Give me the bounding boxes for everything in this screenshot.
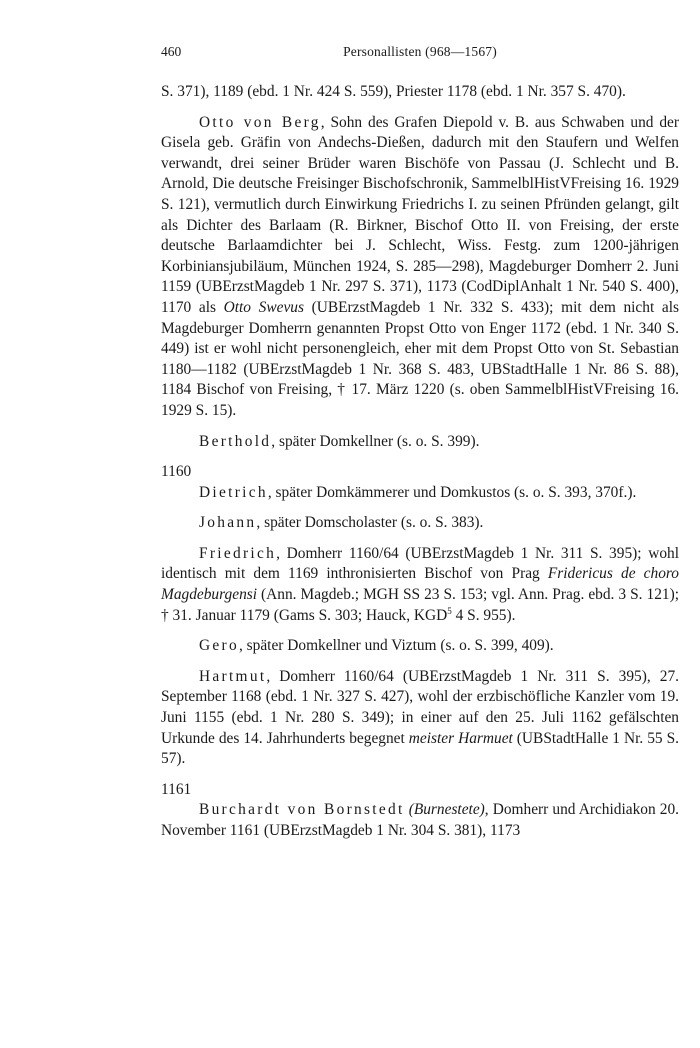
entry-dietrich: Dietrich, später Domkämmerer und Domkustos (s. o. S. 393, 370f.). [199,483,637,501]
entry-name: Friedrich [199,544,277,562]
entry-hartmut: Hartmut, Domherr 1160/64 (UBErzstMagdeb 1 Nr. 311 S. 395), 27. September 1168 (ebd. 1 Nr. 327 S. 427), wohl der erzbischöfliche Kanzler vom 19. Juni 1155 (ebd. 1 Nr. 280 S. 349); in einer auf den 25. Juli 1162 gefälschten Urkunde des 14. Jahrhunderts begegnet meister Harmuet (UBStadtHalle 1 Nr. 55 S. 57). [161,667,679,768]
entry-johann: Johann, später Domscholaster (s. o. S. 383). [199,514,484,532]
entry-name: Berthold [199,432,272,450]
entry-name: Dietrich [199,483,268,501]
page-body [161,82,679,842]
entry-name: Hartmut [199,667,267,685]
running-title: Personallisten (968—1567) [343,44,497,59]
year-heading-1160: 1160 [161,463,192,481]
entry-otto-von-berg: Otto von Berg, Sohn des Grafen Diepold v. B. aus Schwaben und der Gisela geb. Gräfin von Andechs-Dießen, dadurch mit den Staufern und Welfen verwandt, drei seiner Brüder waren Bischöfe von Passau (J. Schlecht und B. Arnold, Die deutsche Freisinger Bischofschronik, SammelblHistVFreising 16. 1929 S. 121), vermutlich durch Einwirkung Friedrichs I. zu seinen Pfründen gelangt, gilt als Dichter des Barlaam (R. Birkner, Bischof Otto II. von Freising, der erste deutsche Barlaamdichter bei J. Schlecht, Wiss. Festg. zum 1200-jährigen Korbiniansjubiläum, München 1924, S. 285—298), Magdeburger Domherr 2. Juni 1159 (UBErzstMagdeb 1 Nr. 297 S. 371), 1173 (CodDiplAnhalt 1 Nr. 540 S. 400), 1170 als Otto Swevus (UBErzstMagdeb 1 Nr. 332 S. 433); mit dem nicht als Magdeburger Domherrn genannten Propst Otto von Enger 1172 (ebd. 1 Nr. 340 S. 449) ist er wohl nicht personengleich, eher mit dem Propst Otto von St. Sebastian 1180—1182 (UBErzstMagdeb 1 Nr. 368 S. 483, UBStadtHalle 1 Nr. 86 S. 88), 1184 Bischof von Freising, † 17. März 1220 (s. oben SammelblHistVFreising 16. 1929 S. 15). [161,113,679,419]
page-header [161,44,679,64]
entry-name: Johann [199,514,257,532]
continuation-paragraph: S. 371), 1189 (ebd. 1 Nr. 424 S. 559), Priester 1178 (ebd. 1 Nr. 357 S. 470). [161,83,626,100]
page-number: 460 [161,44,182,59]
entry-burchardt: Burchardt von Bornstedt (Burnestete), Domherr und Archidiakon 20. November 1161 (UBErzstMagdeb 1 Nr. 304 S. 381), 1173 [161,801,680,839]
entry-name: Burchardt von Bornstedt [199,801,405,819]
entry-friedrich: Friedrich, Domherr 1160/64 (UBErzstMagdeb 1 Nr. 311 S. 395); wohl identisch mit dem 1169 inthronisierten Bischof von Prag Fridericus de choro Magdeburgensi (Ann. Magdeb.; MGH SS 23 S. 153; vgl. Ann. Prag. ebd. 3 S. 121); † 31. Januar 1179 (Gams S. 303; Hauck, KGD$^5$ 4 S. 955). [161,544,679,624]
entry-name: Otto von Berg [199,113,321,131]
entry-berthold: Berthold, später Domkellner (s. o. S. 399). [199,432,480,450]
year-heading-1161: 1161 [161,780,192,798]
entry-gero: Gero, später Domkellner und Viztum (s. o. S. 399, 409). [199,637,554,655]
entry-name: Gero [199,637,239,655]
